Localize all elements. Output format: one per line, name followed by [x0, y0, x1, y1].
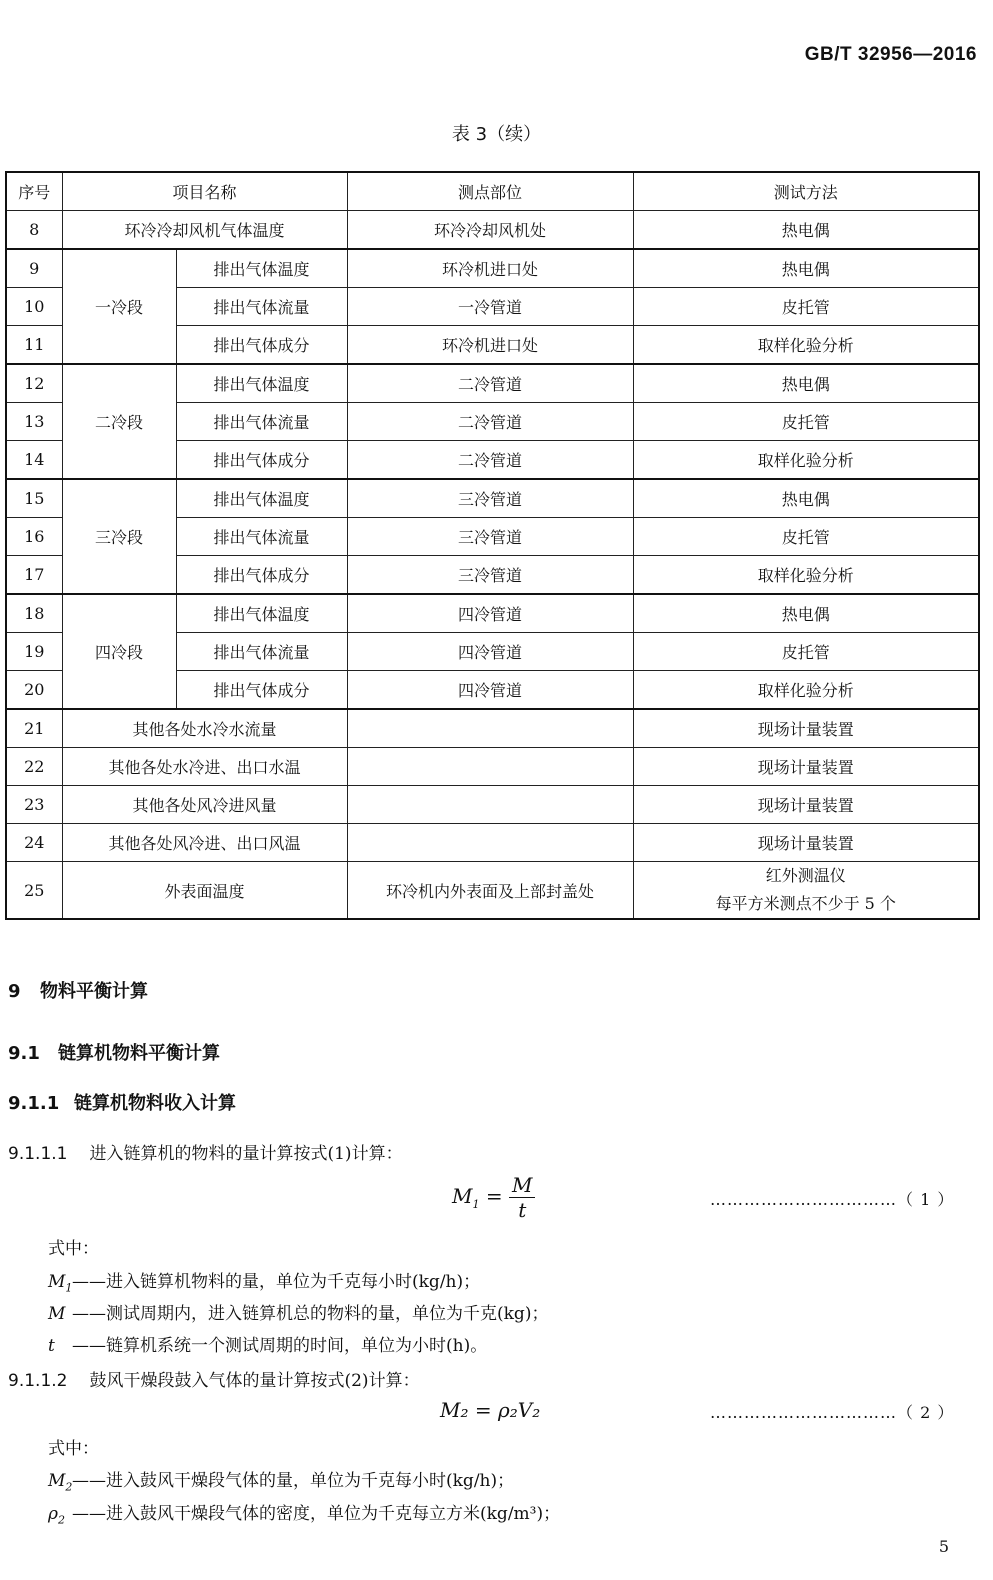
cell-subitem: 排出气体成分	[176, 671, 347, 710]
paragraph-9-1-1-2	[8, 1366, 420, 1391]
table-row	[6, 709, 979, 748]
cell-no: 18	[6, 594, 62, 633]
cell-group: 一冷段	[62, 249, 176, 364]
variable-symbol: t	[48, 1336, 55, 1356]
cell-location: 四冷管道	[347, 671, 633, 710]
section-title: 链算机物料平衡计算	[58, 1043, 220, 1064]
variable-description: ——进入鼓风干燥段气体的密度，单位为千克每立方米(kg/m³)；	[72, 1504, 561, 1524]
clause-text: 进入链算机的物料的量计算按式(1)计算：	[89, 1144, 403, 1164]
section-heading-9	[8, 977, 148, 1003]
cell-group: 四冷段	[62, 594, 176, 709]
clause-number: 9.1.1.1	[8, 1144, 68, 1164]
cell-no: 14	[6, 441, 62, 480]
where-label: 式中：	[48, 1439, 99, 1459]
equation-number-1: ……………………………（ 1 ）	[710, 1190, 955, 1209]
clause-number: 9.1.1.2	[8, 1371, 68, 1391]
cell-no: 25	[6, 862, 62, 920]
table-row	[6, 862, 979, 920]
cell-name: 其他各处风冷进、出口风温	[62, 824, 347, 862]
cell-method: 现场计量装置	[633, 786, 979, 824]
formula-fraction	[509, 1173, 535, 1222]
cell-subitem: 排出气体流量	[176, 633, 347, 671]
table-row	[6, 479, 979, 518]
cell-subitem: 排出气体温度	[176, 364, 347, 403]
cell-method: 现场计量装置	[633, 824, 979, 862]
cell-method: 热电偶	[633, 479, 979, 518]
cell-method: 取样化验分析	[633, 326, 979, 365]
cell-subitem: 排出气体流量	[176, 403, 347, 441]
variable-description: ——进入鼓风干燥段气体的量，单位为千克每小时(kg/h)；	[72, 1471, 515, 1491]
table-row	[6, 211, 979, 250]
table-row	[6, 594, 979, 633]
variable-definition	[48, 1331, 487, 1356]
header-no: 序号	[6, 172, 62, 211]
cell-location: 三冷管道	[347, 518, 633, 556]
variable-symbol: M	[48, 1304, 66, 1324]
cell-location: 二冷管道	[347, 403, 633, 441]
cell-location: 环冷机进口处	[347, 326, 633, 365]
cell-name: 其他各处水冷水流量	[62, 709, 347, 748]
cell-method: 热电偶	[633, 211, 979, 250]
cell-no: 17	[6, 556, 62, 595]
cell-location: 二冷管道	[347, 441, 633, 480]
cell-no: 21	[6, 709, 62, 748]
formula-2: M₂ = ρ₂V₂	[440, 1398, 541, 1422]
cell-method: 取样化验分析	[633, 671, 979, 710]
cell-subitem: 排出气体成分	[176, 326, 347, 365]
cell-name: 其他各处风冷进风量	[62, 786, 347, 824]
equation-number-2: ……………………………（ 2 ）	[710, 1403, 955, 1422]
cell-no: 8	[6, 211, 62, 250]
cell-no: 20	[6, 671, 62, 710]
cell-no: 22	[6, 748, 62, 786]
cell-subitem: 排出气体温度	[176, 594, 347, 633]
cell-method: 热电偶	[633, 364, 979, 403]
variable-description: ——进入链算机物料的量，单位为千克每小时(kg/h)；	[72, 1272, 481, 1292]
cell-group: 三冷段	[62, 479, 176, 594]
cell-location: 一冷管道	[347, 288, 633, 326]
cell-location: 三冷管道	[347, 479, 633, 518]
table-row	[6, 748, 979, 786]
formula-lhs-sub: 1	[472, 1198, 480, 1211]
cell-subitem: 排出气体温度	[176, 479, 347, 518]
cell-group: 二冷段	[62, 364, 176, 479]
measurement-table	[5, 171, 980, 920]
cell-method: 皮托管	[633, 288, 979, 326]
cell-no: 12	[6, 364, 62, 403]
where-label: 式中：	[48, 1239, 99, 1259]
variable-symbol: $\rho_2$	[48, 1504, 65, 1527]
cell-method: 热电偶	[633, 249, 979, 288]
cell-no: 9	[6, 249, 62, 288]
cell-no: 16	[6, 518, 62, 556]
cell-location: 环冷机内外表面及上部封盖处	[347, 862, 633, 920]
cell-method: 取样化验分析	[633, 556, 979, 595]
method-line-2: 每平方米测点不少于 5 个	[715, 894, 896, 913]
cell-location: 三冷管道	[347, 556, 633, 595]
cell-method	[633, 862, 979, 920]
cell-location: 环冷冷却风机处	[347, 211, 633, 250]
cell-method: 热电偶	[633, 594, 979, 633]
variable-description: ——链算机系统一个测试周期的时间，单位为小时(h)。	[72, 1336, 488, 1356]
variable-symbol: $M_1$	[48, 1272, 73, 1295]
cell-method: 取样化验分析	[633, 441, 979, 480]
cell-no: 11	[6, 326, 62, 365]
formula-equals: =	[485, 1184, 503, 1208]
section-title: 链算机物料收入计算	[74, 1093, 236, 1114]
formula-1	[452, 1173, 535, 1222]
header-location: 测点部位	[347, 172, 633, 211]
cell-location: 环冷机进口处	[347, 249, 633, 288]
formula-lhs: M	[452, 1184, 473, 1208]
fraction-denominator: t	[518, 1198, 527, 1222]
table-title: 表 3（续）	[451, 124, 542, 145]
cell-no: 19	[6, 633, 62, 671]
variable-definition	[48, 1499, 560, 1526]
clause-text: 鼓风干燥段鼓入气体的量计算按式(2)计算：	[89, 1371, 420, 1391]
cell-no: 15	[6, 479, 62, 518]
section-number: 9	[8, 981, 21, 1002]
cell-method: 现场计量装置	[633, 709, 979, 748]
variable-definition	[48, 1267, 480, 1294]
cell-name: 环冷冷却风机气体温度	[62, 211, 347, 250]
cell-method: 皮托管	[633, 633, 979, 671]
cell-location	[347, 824, 633, 862]
cell-subitem: 排出气体成分	[176, 441, 347, 480]
variable-symbol: $M_2$	[48, 1471, 73, 1494]
cell-no: 24	[6, 824, 62, 862]
cell-subitem: 排出气体流量	[176, 518, 347, 556]
variable-definition	[48, 1466, 514, 1493]
cell-subitem: 排出气体流量	[176, 288, 347, 326]
section-number: 9.1.1	[8, 1093, 60, 1114]
paragraph-9-1-1-1	[8, 1139, 403, 1164]
cell-name: 其他各处水冷进、出口水温	[62, 748, 347, 786]
table-row	[6, 786, 979, 824]
cell-no: 13	[6, 403, 62, 441]
variable-definition	[48, 1299, 548, 1324]
cell-location: 四冷管道	[347, 594, 633, 633]
cell-location	[347, 709, 633, 748]
cell-location	[347, 786, 633, 824]
section-title: 物料平衡计算	[40, 981, 148, 1002]
table-row	[6, 824, 979, 862]
section-heading-9-1	[8, 1039, 220, 1065]
cell-no: 23	[6, 786, 62, 824]
cell-location	[347, 748, 633, 786]
cell-method: 皮托管	[633, 403, 979, 441]
cell-name: 外表面温度	[62, 862, 347, 920]
section-heading-9-1-1	[8, 1089, 236, 1115]
header-method: 测试方法	[633, 172, 979, 211]
section-number: 9.1	[8, 1043, 40, 1064]
cell-location: 四冷管道	[347, 633, 633, 671]
variable-description: ——测试周期内，进入链算机总的物料的量，单位为千克(kg)；	[72, 1304, 549, 1324]
method-line-1: 红外测温仪	[765, 866, 846, 885]
cell-method: 皮托管	[633, 518, 979, 556]
fraction-numerator: M	[509, 1173, 535, 1198]
cell-subitem: 排出气体成分	[176, 556, 347, 595]
header-item-name: 项目名称	[62, 172, 347, 211]
table-row	[6, 249, 979, 288]
cell-location: 二冷管道	[347, 364, 633, 403]
cell-method: 现场计量装置	[633, 748, 979, 786]
table-row	[6, 364, 979, 403]
cell-no: 10	[6, 288, 62, 326]
standard-number: GB/T 32956—2016	[804, 44, 977, 65]
page-number: 5	[938, 1537, 949, 1556]
table-header-row	[6, 172, 979, 211]
cell-subitem: 排出气体温度	[176, 249, 347, 288]
